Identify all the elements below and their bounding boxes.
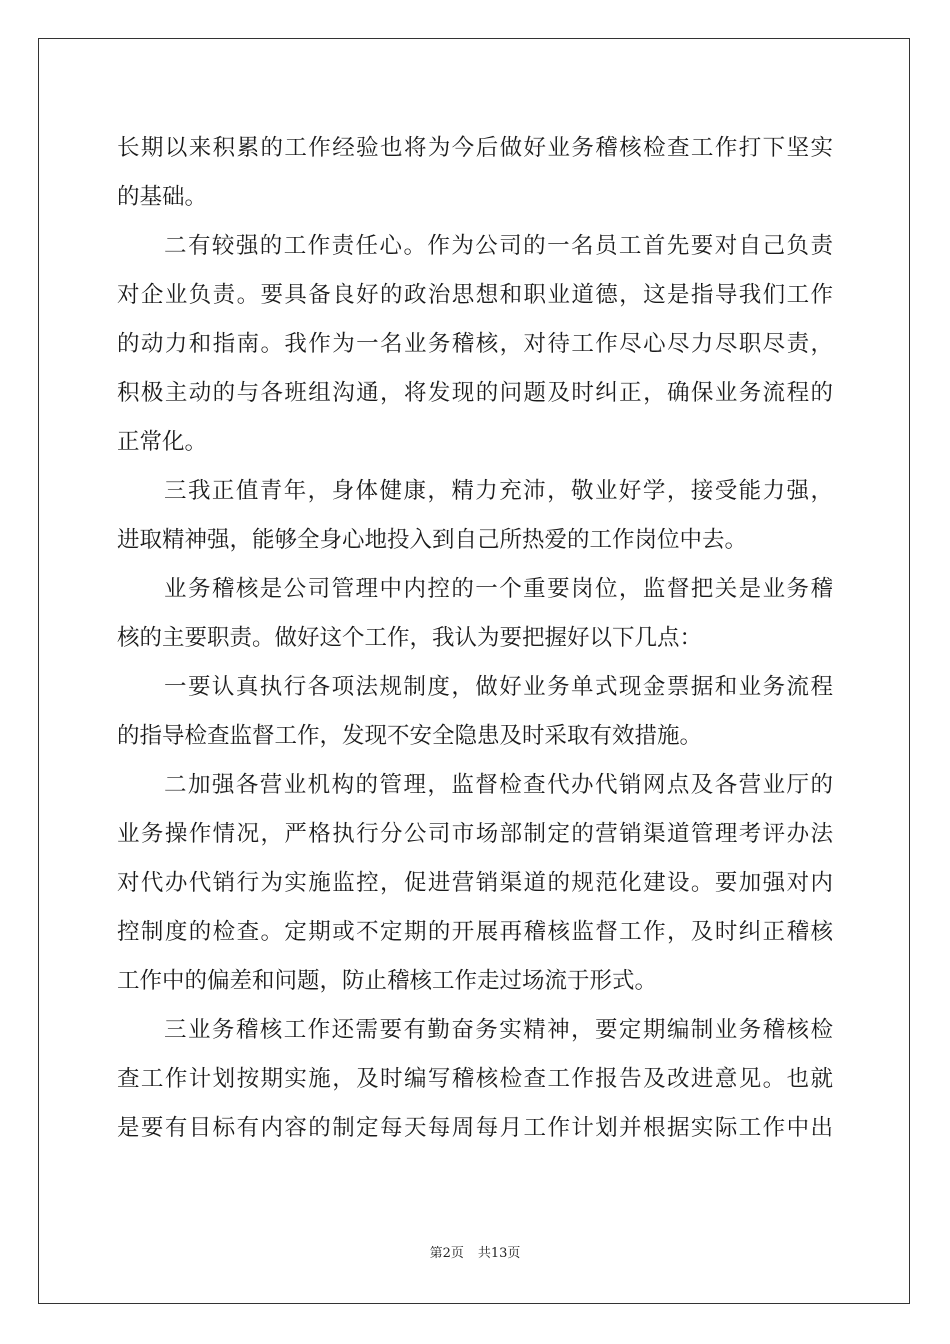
total-pages: 共13页 (477, 1246, 521, 1261)
text-line: 核的主要职责。做好这个工作，我认为要把握好以下几点： (117, 625, 703, 651)
document-body (117, 124, 833, 1153)
text-line: 控制度的检查。定期或不定期的开展再稽核监督工作，及时纠正稽核 (117, 919, 833, 945)
text-line: 查工作计划按期实施，及时编写稽核检查工作报告及改进意见。也就 (117, 1066, 833, 1092)
text-line: 二加强各营业机构的管理，监督检查代办代销网点及各营业厅的 (164, 772, 833, 798)
page-number: 第2页 (429, 1246, 464, 1261)
page-footer (0, 1242, 950, 1261)
text-line: 对代办代销行为实施监控，促进营销渠道的规范化建设。要加强对内 (117, 870, 833, 896)
text-line: 积极主动的与各班组沟通，将发现的问题及时纠正，确保业务流程的 (117, 380, 833, 406)
text-line: 的基础。 (117, 184, 208, 210)
text-line: 对企业负责。要具备良好的政治思想和职业道德，这是指导我们工作 (117, 282, 833, 308)
text-line: 三我正值青年，身体健康，精力充沛，敬业好学，接受能力强， (164, 478, 833, 504)
text-line: 正常化。 (117, 429, 208, 455)
text-line: 业务稽核是公司管理中内控的一个重要岗位，监督把关是业务稽 (164, 576, 833, 602)
text-line: 一要认真执行各项法规制度，做好业务单式现金票据和业务流程 (164, 674, 833, 700)
text-line: 的指导检查监督工作，发现不安全隐患及时采取有效措施。 (117, 723, 703, 749)
text-line: 二有较强的工作责任心。作为公司的一名员工首先要对自己负责 (164, 233, 833, 259)
text-line: 三业务稽核工作还需要有勤奋务实精神，要定期编制业务稽核检 (164, 1017, 833, 1043)
text-line: 业务操作情况，严格执行分公司市场部制定的营销渠道管理考评办法 (117, 821, 833, 847)
text-line: 是要有目标有内容的制定每天每周每月工作计划并根据实际工作中出 (117, 1115, 833, 1141)
text-line: 的动力和指南。我作为一名业务稽核，对待工作尽心尽力尽职尽责， (117, 331, 833, 357)
text-line: 长期以来积累的工作经验也将为今后做好业务稽核检查工作打下坚实 (117, 135, 833, 161)
text-line: 进取精神强，能够全身心地投入到自己所热爱的工作岗位中去。 (117, 527, 748, 553)
text-line: 工作中的偏差和问题，防止稽核工作走过场流于形式。 (117, 968, 658, 994)
